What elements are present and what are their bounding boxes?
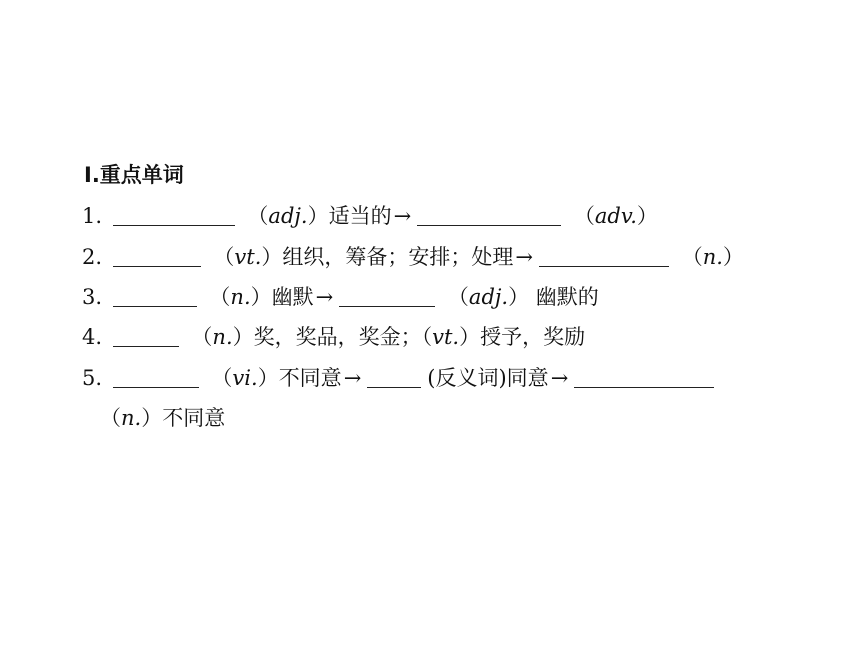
- vocab-item-4: 4. （n.）奖，奖品，奖金；（vt.）授予，奖励: [82, 325, 586, 349]
- item-number: 5.: [82, 366, 103, 390]
- answer-blank[interactable]: [113, 205, 235, 226]
- meaning: 适当的: [328, 204, 392, 228]
- answer-blank[interactable]: [339, 286, 435, 307]
- part-of-speech: n.: [230, 285, 251, 309]
- item-number: 4.: [82, 325, 103, 349]
- part-of-speech: vt.: [234, 245, 262, 269]
- arrow-icon: →: [550, 366, 569, 390]
- answer-blank[interactable]: [113, 326, 179, 347]
- part-of-speech: n.: [121, 406, 142, 430]
- item-number: 2.: [82, 245, 103, 269]
- part-of-speech: vi.: [232, 366, 258, 390]
- arrow-icon: →: [393, 204, 412, 228]
- part-of-speech: vt.: [432, 325, 460, 349]
- part-of-speech: adv.: [594, 204, 637, 228]
- vocab-item-3: 3. （n.）幽默→ （adj.） 幽默的: [82, 282, 599, 312]
- answer-blank[interactable]: [367, 367, 421, 388]
- meaning: 奖，奖品，奖金；: [253, 325, 422, 349]
- vocab-item-1: 1. （adj.）适当的→ （adv.）: [82, 201, 658, 231]
- vocab-item-5-continued: （n.）不同意: [100, 406, 226, 430]
- part-of-speech: adj.: [268, 204, 308, 228]
- meaning: 不同意: [162, 406, 226, 430]
- arrow-icon: →: [515, 245, 534, 269]
- answer-blank[interactable]: [113, 367, 199, 388]
- answer-blank[interactable]: [574, 367, 714, 388]
- meaning: 不同意: [278, 366, 342, 390]
- part-of-speech: n.: [212, 325, 233, 349]
- meaning: 幽默的: [535, 285, 599, 309]
- vocab-item-5: 5. （vi.）不同意→ (反义词)同意→: [82, 363, 720, 393]
- part-of-speech: n.: [702, 245, 723, 269]
- part-of-speech: adj.: [468, 285, 509, 309]
- section-title: Ⅰ.重点单词: [84, 163, 184, 187]
- meaning: 授予，奖励: [480, 325, 586, 349]
- answer-blank[interactable]: [113, 286, 197, 307]
- meaning: 组织，筹备；安排；处理: [282, 245, 514, 269]
- item-number: 1.: [82, 204, 103, 228]
- answer-blank[interactable]: [113, 246, 201, 267]
- answer-blank[interactable]: [539, 246, 669, 267]
- vocab-item-2: 2. （vt.）组织，筹备；安排；处理→ （n.）: [82, 242, 744, 272]
- antonym-note: (反义词)同意: [427, 366, 549, 390]
- arrow-icon: →: [343, 366, 362, 390]
- meaning: 幽默: [271, 285, 314, 309]
- item-number: 3.: [82, 285, 103, 309]
- answer-blank[interactable]: [417, 205, 561, 226]
- arrow-icon: →: [315, 285, 334, 309]
